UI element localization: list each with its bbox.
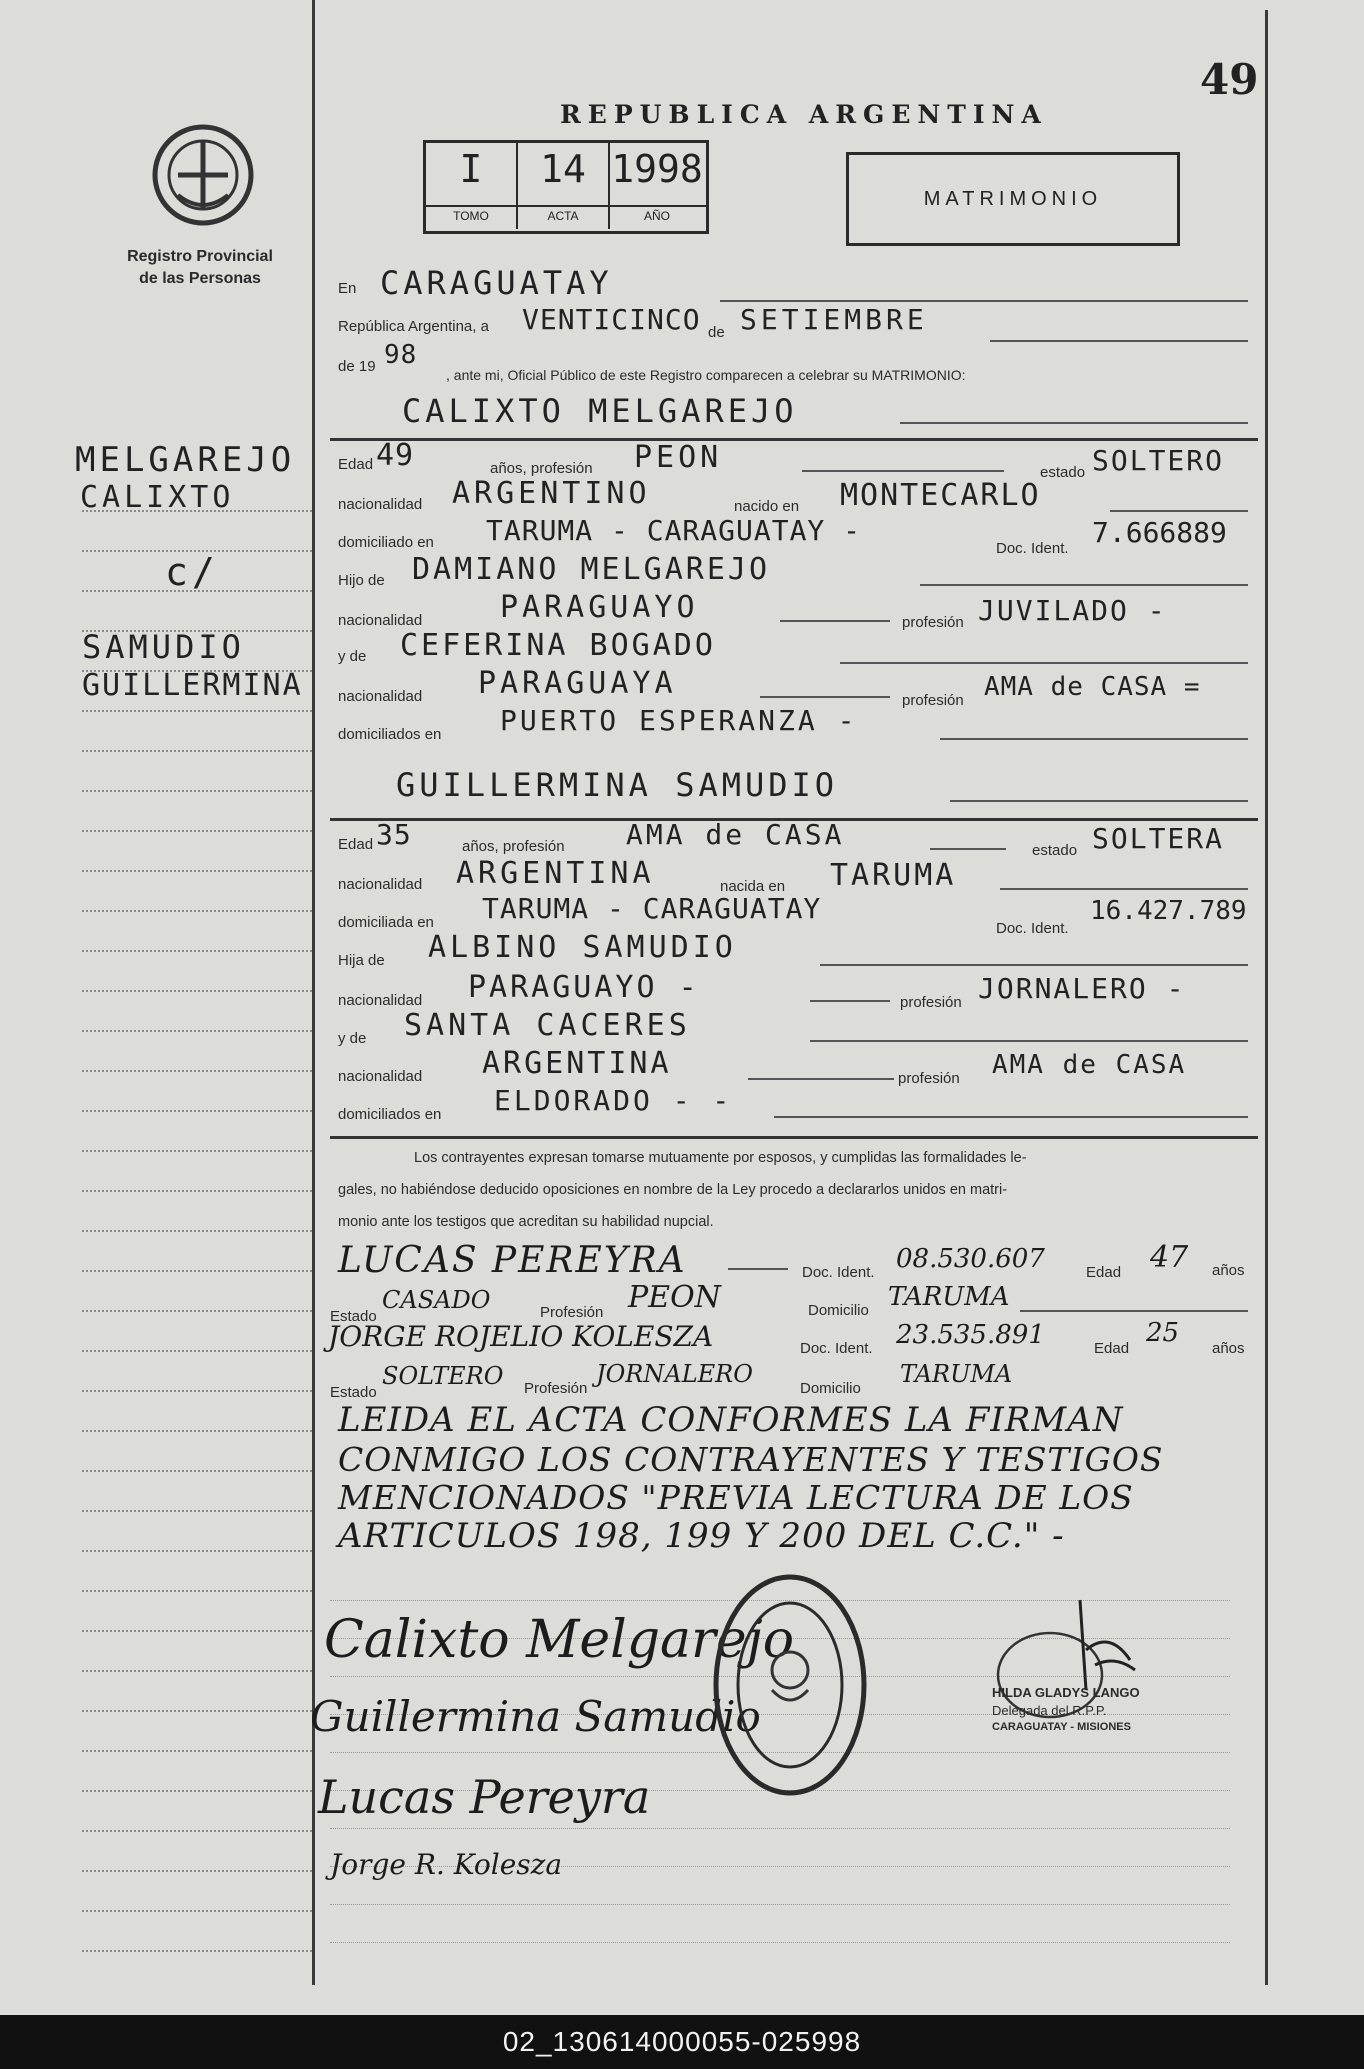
bride-profesion: AMA de CASA [626, 818, 845, 851]
witness2-edad-label: Edad [1094, 1340, 1130, 1357]
bride-edad: 35 [376, 818, 412, 851]
margin-ruled-line [82, 710, 312, 712]
closing-line2: CONMIGO LOS CONTRAYENTES Y TESTIGOS [338, 1440, 1164, 1479]
margin-ruled-line [82, 1550, 312, 1552]
bride-yde-label: y de [338, 1030, 367, 1047]
registry-name-line2: de las Personas [139, 270, 261, 287]
groom-full-name: CALIXTO MELGAREJO [402, 392, 798, 430]
margin-ruled-line [82, 990, 312, 992]
groom-dom-label: domiciliado en [338, 534, 434, 551]
groom-madre-nac-label: nacionalidad [338, 688, 423, 705]
margin-ruled-line [82, 1510, 312, 1512]
groom-padre-prof: JUVILADO - [978, 594, 1167, 627]
margin-ruled-line [82, 550, 312, 552]
margin-ruled-line [82, 1750, 312, 1752]
official-stamp-line2: Delegada del R.P.P. [992, 1703, 1107, 1718]
bride-padre-nac: PARAGUAYO - [468, 970, 700, 1005]
margin-ruled-line [82, 1310, 312, 1312]
margin-ruled-line [82, 630, 312, 632]
acta-label: ACTA [547, 209, 579, 223]
groom-domicilio: TARUMA - CARAGUATAY - [486, 514, 862, 547]
official-signature-mark-icon [990, 1590, 1140, 1720]
body-ruled-line [330, 1828, 1230, 1829]
witness1-edad-label: Edad [1086, 1264, 1122, 1281]
signature-groom: Calixto Melgarejo [324, 1610, 795, 1670]
margin-ruled-line [82, 1910, 312, 1912]
witness1-doc: 08.530.607 [896, 1244, 1045, 1274]
margin-ruled-line [82, 510, 312, 512]
bride-nacionalidad: ARGENTINA [456, 856, 655, 891]
margin-ruled-line [82, 870, 312, 872]
groom-nac-label: nacionalidad [338, 496, 423, 513]
witness1-dom: TARUMA [888, 1282, 1010, 1312]
bride-doms-label: domiciliados en [338, 1106, 442, 1123]
left-margin-rule [312, 0, 315, 1985]
ano-label: AÑO [643, 209, 670, 223]
witness2-doc-label: Doc. Ident. [800, 1340, 873, 1357]
official-seal-icon [710, 1570, 870, 1800]
witness2-prof-label: Profesión [524, 1380, 588, 1397]
witness2-name: JORGE ROJELIO KOLESZA [328, 1320, 714, 1353]
republica-label: República Argentina, a [338, 318, 489, 335]
bride-estado-label: estado [1032, 842, 1078, 859]
margin-ruled-line [82, 1470, 312, 1472]
bride-full-name: GUILLERMINA SAMUDIO [396, 766, 839, 804]
groom-madre-nac: PARAGUAYA [478, 666, 677, 701]
bride-madre-prof-label: profesión [898, 1070, 960, 1087]
bride-prof-label: años, profesión [462, 838, 565, 855]
margin-ruled-line [82, 830, 312, 832]
margin-ruled-line [82, 590, 312, 592]
groom-edad: 49 [376, 438, 415, 473]
groom-padre-nac-label: nacionalidad [338, 612, 423, 629]
tomo-label: TOMO [453, 209, 489, 223]
groom-madre-prof-label: profesión [902, 692, 964, 709]
groom-padres-dom: PUERTO ESPERANZA - [500, 704, 858, 737]
scan-identifier: 02_130614000055-025998 [0, 2015, 1364, 2069]
year-prefix: de 19 [338, 358, 376, 375]
bride-nacida: TARUMA [830, 858, 957, 893]
signature-bride: Guillermina Samudio [310, 1692, 761, 1741]
groom-estado-label: estado [1040, 464, 1086, 481]
margin-ruled-line [82, 790, 312, 792]
groom-yde-label: y de [338, 648, 367, 665]
registry-name-line1: Registro Provincial [127, 248, 273, 265]
bride-madre-nac-label: nacionalidad [338, 1068, 423, 1085]
closing-line3: MENCIONADOS "PREVIA LECTURA DE LOS [338, 1478, 1134, 1517]
appearance-statement: , ante mi, Oficial Público de este Registro comparecen a celebrar su MATRIMONIO: [446, 367, 966, 383]
witness2-doc: 23.535.891 [896, 1320, 1045, 1350]
witness2-dom: TARUMA [900, 1360, 1013, 1388]
bride-estado: SOLTERA [1092, 822, 1225, 855]
bride-madre-nac: ARGENTINA [482, 1046, 672, 1081]
margin-ruled-line [82, 1830, 312, 1832]
groom-nacido: MONTECARLO [840, 478, 1041, 513]
margin-ruled-line [82, 1350, 312, 1352]
witness1-name: LUCAS PEREYRA [338, 1240, 687, 1281]
witness1-prof: PEON [628, 1280, 721, 1315]
margin-ruled-line [82, 1870, 312, 1872]
statement-line3: monio ante los testigos que acreditan su habilidad nupcial. [338, 1214, 714, 1230]
bride-edad-label: Edad [338, 836, 374, 853]
statement-line2: gales, no habiéndose deducido oposiciones en nombre de la Ley procedo a declararlos unidos en matri- [338, 1182, 1008, 1198]
margin-ruled-line [82, 1430, 312, 1432]
groom-madre-prof: AMA de CASA = [984, 672, 1201, 702]
groom-nacionalidad: ARGENTINO [452, 476, 651, 511]
de-label: de [708, 324, 725, 341]
witness2-anos-label: años [1212, 1340, 1245, 1357]
groom-hijo-label: Hijo de [338, 572, 385, 589]
bride-madre-prof: AMA de CASA [992, 1050, 1187, 1080]
bride-nacida-label: nacida en [720, 878, 786, 895]
place: CARAGUATAY [380, 264, 613, 302]
margin-ruled-line [82, 1030, 312, 1032]
margin-ruled-line [82, 950, 312, 952]
groom-nacido-label: nacido en [734, 498, 800, 515]
right-margin-rule [1265, 10, 1268, 1985]
tomo-value: I [459, 147, 483, 191]
statement-line1: Los contrayentes expresan tomarse mutuamente por esposos, y cumplidas las formalidades le- [414, 1150, 1027, 1166]
provincial-emblem-icon [148, 120, 258, 230]
signature-witness2: Jorge R. Kolesza [330, 1848, 563, 1881]
margin-ruled-line [82, 1590, 312, 1592]
margin-ruled-line [82, 1270, 312, 1272]
closing-line4: ARTICULOS 198, 199 Y 200 DEL C.C." - [338, 1516, 1065, 1556]
margin-ruled-line [82, 1670, 312, 1672]
groom-padre: DAMIANO MELGAREJO [412, 552, 771, 587]
margin-ruled-line [82, 1790, 312, 1792]
margin-ruled-line [82, 1390, 312, 1392]
margin-ruled-line [82, 1070, 312, 1072]
bride-padre: ALBINO SAMUDIO [428, 930, 737, 965]
bride-domicilio: TARUMA - CARAGUATAY [482, 892, 822, 925]
witness1-doc-label: Doc. Ident. [802, 1264, 875, 1281]
margin-ruled-line [82, 1190, 312, 1192]
margin-ruled-line [82, 670, 312, 672]
body-ruled-line [330, 1942, 1230, 1943]
margin-ruled-line [82, 1110, 312, 1112]
groom-doc: 7.666889 [1092, 516, 1227, 549]
margin-groom-surname: MELGAREJO [75, 440, 296, 480]
year-suffix: 98 [384, 340, 418, 370]
groom-prof-label: años, profesión [490, 460, 593, 477]
country-heading: REPUBLICA ARGENTINA [560, 100, 1048, 129]
witness1-dom-label: Domicilio [808, 1302, 869, 1319]
margin-ruled-line [82, 910, 312, 912]
witness2-estado-label: Estado [330, 1384, 377, 1401]
bride-doc-label: Doc. Ident. [996, 920, 1069, 937]
en-label: En [338, 280, 357, 297]
witness2-edad: 25 [1146, 1318, 1180, 1348]
margin-bride-surname: SAMUDIO [82, 628, 245, 666]
bride-madre: SANTA CACERES [404, 1008, 691, 1043]
groom-padre-prof-label: profesión [902, 614, 964, 631]
signature-witness1: Lucas Pereyra [318, 1770, 651, 1824]
witness2-dom-label: Domicilio [800, 1380, 861, 1397]
witness2-estado: SOLTERO [382, 1362, 504, 1390]
official-stamp-line3: CARAGUATAY - MISIONES [992, 1721, 1131, 1733]
margin-ruled-line [82, 750, 312, 752]
margin-ruled-line [82, 1630, 312, 1632]
witness2-prof: JORNALERO [596, 1360, 753, 1388]
witness1-prof-label: Profesión [540, 1304, 604, 1321]
witness1-estado: CASADO [382, 1286, 491, 1314]
folio-number: 49 [1200, 55, 1259, 104]
bride-padre-prof: JORNALERO - [978, 972, 1186, 1005]
margin-ruled-line [82, 1150, 312, 1152]
groom-doc-label: Doc. Ident. [996, 540, 1069, 557]
margin-conj: c/ [165, 550, 219, 594]
witness1-edad: 47 [1150, 1240, 1189, 1275]
bride-padres-dom: ELDORADO - - [494, 1084, 733, 1117]
official-stamp-line1: HILDA GLADYS LANGO [992, 1685, 1140, 1700]
margin-ruled-line [82, 1710, 312, 1712]
month: SETIEMBRE [740, 303, 928, 336]
margin-ruled-line [82, 1230, 312, 1232]
bride-dom-label: domiciliada en [338, 914, 434, 931]
ano-value: 1998 [611, 147, 703, 191]
bride-hija-label: Hija de [338, 952, 385, 969]
record-number-box [423, 140, 709, 234]
closing-line1: LEIDA EL ACTA CONFORMES LA FIRMAN [338, 1400, 1124, 1440]
bride-doc: 16.427.789 [1090, 896, 1247, 926]
groom-estado: SOLTERO [1092, 444, 1225, 477]
margin-bride-name: GUILLERMINA [82, 668, 303, 703]
document-type: MATRIMONIO [923, 187, 1103, 210]
groom-profesion: PEON [634, 440, 723, 475]
witness1-estado-label: Estado [330, 1308, 377, 1325]
margin-groom-name: CALIXTO [80, 480, 235, 515]
document-type-box [846, 152, 1180, 246]
groom-edad-label: Edad [338, 456, 374, 473]
groom-doms-label: domiciliados en [338, 726, 442, 743]
groom-madre: CEFERINA BOGADO [400, 628, 716, 663]
day: VENTICINCO [522, 303, 701, 336]
bride-padre-prof-label: profesión [900, 994, 962, 1011]
bride-padre-nac-label: nacionalidad [338, 992, 423, 1009]
witness1-anos-label: años [1212, 1262, 1245, 1279]
margin-ruled-line [82, 1950, 312, 1952]
acta-value: 14 [540, 147, 586, 191]
body-ruled-line [330, 1904, 1230, 1905]
groom-padre-nac: PARAGUAYO [500, 590, 699, 625]
bride-nac-label: nacionalidad [338, 876, 423, 893]
